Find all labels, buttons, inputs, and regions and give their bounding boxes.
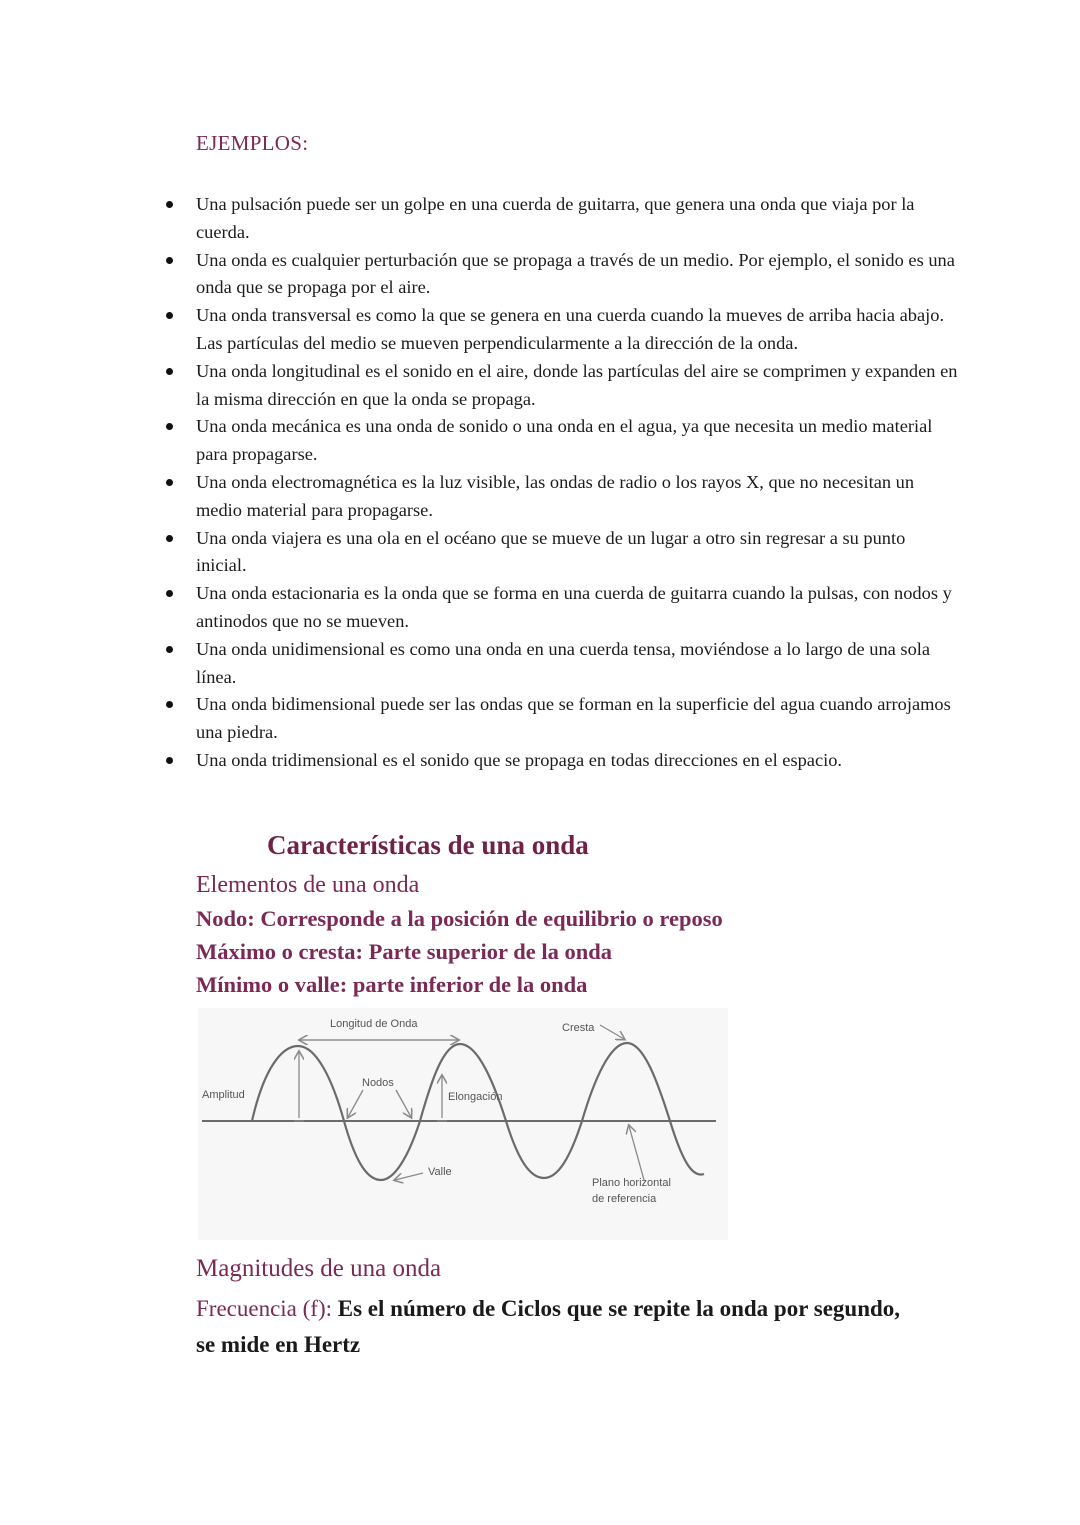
bullet-icon: [166, 701, 173, 708]
list-item: Una onda bidimensional puede ser las ondas que se forman en la superficie del agua cuando arrojamos una piedra.: [160, 691, 960, 747]
list-item: Una pulsación puede ser un golpe en una cuerda de guitarra, que genera una onda que viaja por la cuerda.: [160, 191, 960, 247]
valley-arrow: [395, 1173, 423, 1180]
label-valley: Valle: [428, 1166, 452, 1178]
examples-heading: EJEMPLOS:: [196, 131, 309, 155]
bullet-icon: [166, 479, 173, 486]
list-item: Una onda es cualquier perturbación que se propaga a través de un medio. Por ejemplo, el sonido es una onda que se propaga por el aire.: [160, 247, 960, 303]
bullet-icon: [166, 423, 173, 430]
list-item: Una onda mecánica es una onda de sonido o una onda en el agua, ya que necesita un medio material para propagarse.: [160, 413, 960, 469]
wave-diagram-svg: [198, 1008, 728, 1240]
reference-arrow: [629, 1126, 644, 1180]
label-wavelength: Longitud de Onda: [330, 1018, 418, 1030]
bullet-icon: [166, 201, 173, 208]
wave-diagram: [198, 1008, 728, 1240]
examples-list: [160, 191, 960, 775]
node-arrow: [348, 1090, 363, 1117]
frequency-term: Frecuencia (f):: [196, 1296, 333, 1321]
list-item: Una onda transversal es como la que se genera en una cuerda cuando la mueves de arriba hacia abajo. Las partículas del medio se mueven perpendicularmente a la dirección de la onda.: [160, 302, 960, 358]
elements-heading: Elementos de una onda: [196, 872, 420, 898]
label-nodes: Nodos: [362, 1077, 394, 1089]
bullet-icon: [166, 535, 173, 542]
bullet-icon: [166, 368, 173, 375]
crest-definition: Máximo o cresta: Parte superior de la onda: [196, 939, 612, 964]
list-item: Una onda unidimensional es como una onda en una cuerda tensa, moviéndose a lo largo de una sola línea.: [160, 636, 960, 692]
trough-definition: Mínimo o valle: parte inferior de la onda: [196, 972, 588, 997]
list-item: Una onda estacionaria es la onda que se forma en una cuerda de guitarra cuando la pulsas, con nodos y antinodos que no se mueven.: [160, 580, 960, 636]
bullet-icon: [166, 257, 173, 264]
list-item: Una onda electromagnética es la luz visible, las ondas de radio o los rayos X, que no necesitan un medio material para propagarse.: [160, 469, 960, 525]
node-arrow: [396, 1090, 411, 1117]
wave-curve: [252, 1043, 704, 1180]
bullet-icon: [166, 757, 173, 764]
label-elongation: Elongación: [448, 1091, 503, 1103]
section-title: Características de una onda: [267, 830, 589, 860]
label-amplitude: Amplitud: [202, 1089, 245, 1101]
list-item: Una onda longitudinal es el sonido en el aire, donde las partículas del aire se comprimen y expanden en la misma dirección en que la onda se propaga.: [160, 358, 960, 414]
list-item: Una onda viajera es una ola en el océano que se mueve de un lugar a otro sin regresar a su punto inicial.: [160, 525, 960, 581]
label-reference-2: de referencia: [592, 1193, 657, 1205]
list-item: Una onda tridimensional es el sonido que se propaga en todas direcciones en el espacio.: [160, 747, 960, 775]
label-reference-1: Plano horizontal: [592, 1177, 671, 1189]
label-crest: Cresta: [562, 1022, 595, 1034]
frequency-definition: [196, 1291, 916, 1363]
frequency-text: Es el número de Ciclos que se repite la onda por segundo, se mide en Hertz: [196, 1296, 901, 1357]
bullet-icon: [166, 312, 173, 319]
bullet-icon: [166, 590, 173, 597]
node-definition: Nodo: Corresponde a la posición de equilibrio o reposo: [196, 906, 723, 931]
crest-arrow: [600, 1025, 624, 1039]
magnitudes-heading: Magnitudes de una onda: [196, 1255, 442, 1282]
bullet-icon: [166, 646, 173, 653]
